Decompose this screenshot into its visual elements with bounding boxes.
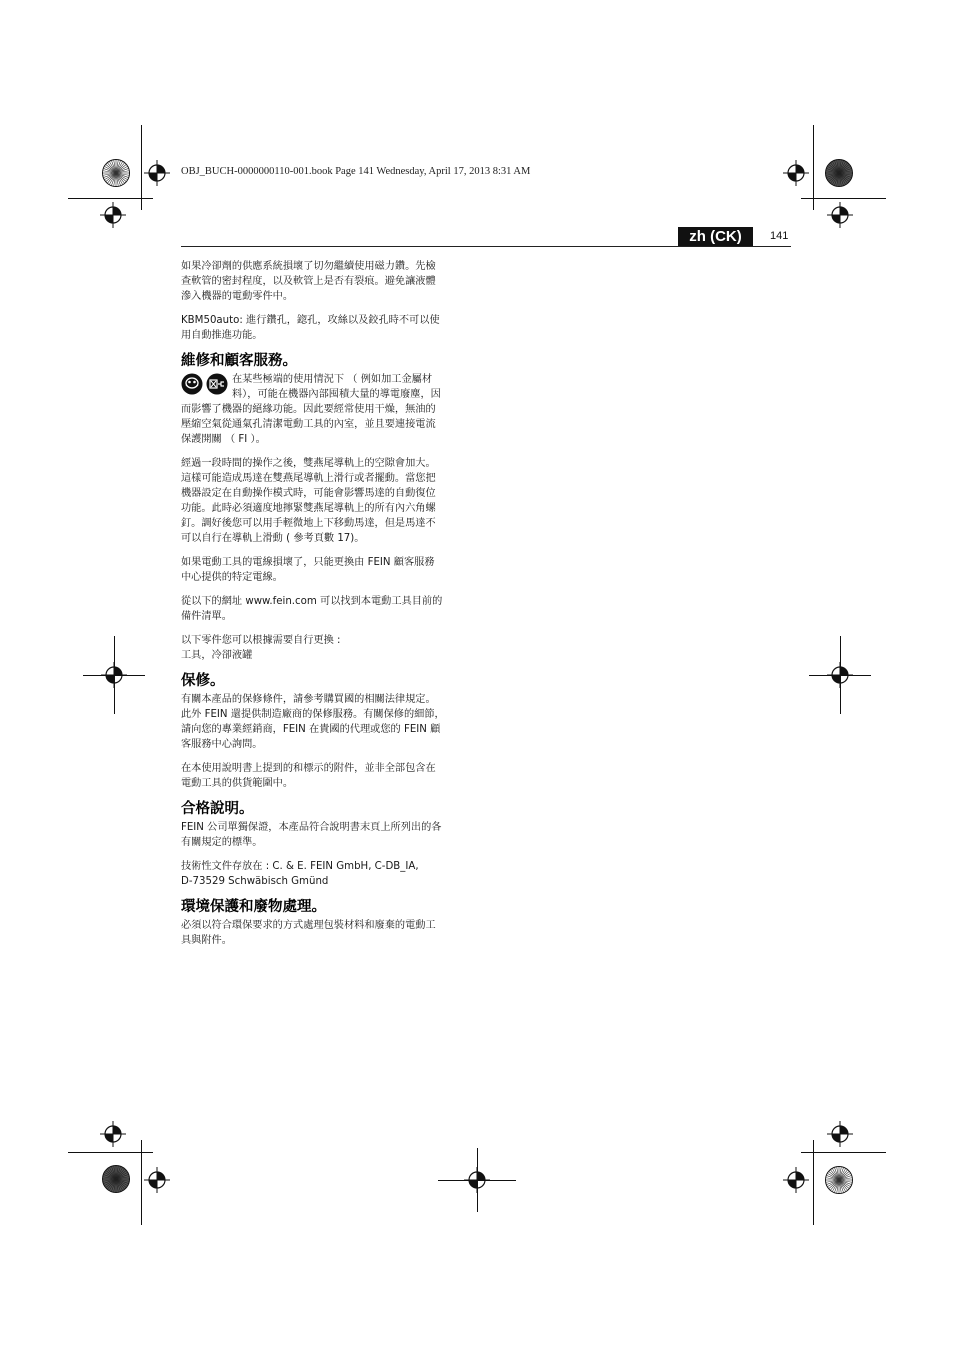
accessories-paragraph: 在本使用說明書上提到的和標示的附件，並非全部包含在 電動工具的供貨範圍中。 (181, 763, 436, 789)
warranty-paragraph: 有關本產品的保修條件，請參考購買國的相關法律規定。 此外 FEIN 還提供制造廠商的保修服務。有關保修的細節， 請向您的專業經銷商，FEIN 在貴國的代理或您的 FEIN 顧 客服務中心詢問。 (181, 694, 445, 750)
auto-feed-note: KBM50auto: 進行鑽孔，鍃孔，攻絲以及鉸孔時不可以使 用自動推進功能。 (181, 315, 440, 341)
registration-mark (783, 1167, 809, 1193)
environment-heading: 環境保護和廢物處理。 (181, 899, 326, 915)
spare-parts-paragraph: 從以下的網址 www.fein.com 可以找到本電動工具目前的 備件清單。 (181, 596, 443, 622)
maintenance-icons (181, 373, 228, 395)
crop-line (68, 198, 153, 199)
coolant-warning: 如果冷卻劑的供應系統損壞了切勿繼續使用磁力鑽。先檢 查軟管的密封程度，以及軟管上是否有裂痕。避免讓液體 滲入機器的電動零件中。 (181, 261, 436, 302)
starburst-mark (824, 158, 854, 188)
replaceable-parts-paragraph: 以下零件您可以根據需要自行更換 : 工具，冷卻液罐 (181, 635, 341, 661)
registration-mark (783, 160, 809, 186)
protective-mask-icon (181, 373, 203, 395)
crop-line (809, 675, 871, 676)
warranty-heading: 保修。 (181, 673, 225, 689)
registration-mark (827, 202, 853, 228)
language-badge: zh (CK) (678, 227, 753, 246)
starburst-mark (101, 1164, 131, 1194)
maintenance-heading: 維修和顧客服務。 (181, 353, 297, 369)
registration-mark (100, 1121, 126, 1147)
disposal-paragraph: 必須以符合環保要求的方式處理包裝材料和廢棄的電動工 具與附件。 (181, 920, 436, 946)
technical-file-paragraph: 技術性文件存放在 : C. & E. FEIN GmbH, C-DB_IA, D-73529 Schwäbisch Gmünd (181, 861, 419, 887)
crop-line (801, 198, 886, 199)
header-rule (181, 246, 791, 247)
book-info-line: OBJ_BUCH-0000000110-001.book Page 141 Wednesday, April 17, 2013 8:31 AM (181, 166, 531, 177)
registration-mark (100, 202, 126, 228)
dovetail-guide-paragraph: 經過一段時間的操作之後，雙燕尾導軌上的空隙會加大。 這樣可能造成馬達在雙燕尾導軌上滑行或者擺動。當您把 機器設定在自動操作模式時，可能會影響馬達的自動復位 功能。此時必須適度地擰緊雙燕尾導軌上的所有內六角螺 釘。調好後您可以用手輕微地上下移動馬達，但是馬達不 可以自行在導軌上滑動 ( 參考頁數 17)。 (181, 458, 436, 544)
crop-line (801, 1152, 886, 1153)
starburst-mark (824, 1165, 854, 1195)
maintenance-cleaning-paragraph: 在某些極端的使用情況下 （ 例如加工金屬材 料），可能在機器內部囤積大量的導電廢塵，因 而影響了機器的絕緣功能。因此要經常使用干燥，無油的 壓縮空氣從通氣孔清潔電動工具的內室，並且要連接電流 保護開關 （ FI ）。 (181, 374, 441, 445)
crop-line (438, 1180, 516, 1181)
page-content (181, 259, 477, 957)
conformity-heading: 合格說明。 (181, 801, 254, 817)
crop-line (83, 675, 145, 676)
registration-mark (144, 1167, 170, 1193)
cable-replacement-paragraph: 如果電動工具的電線損壞了，只能更換由 FEIN 顧客服務 中心提供的特定電線。 (181, 557, 435, 583)
crop-line (68, 1152, 153, 1153)
conformity-paragraph: FEIN 公司單獨保證，本產品符合說明書末頁上所列出的各 有關規定的標準。 (181, 822, 442, 848)
registration-mark (144, 160, 170, 186)
disconnect-plug-icon (206, 373, 228, 395)
page-number: 141 (770, 230, 789, 242)
registration-mark (827, 1121, 853, 1147)
starburst-mark (101, 158, 131, 188)
